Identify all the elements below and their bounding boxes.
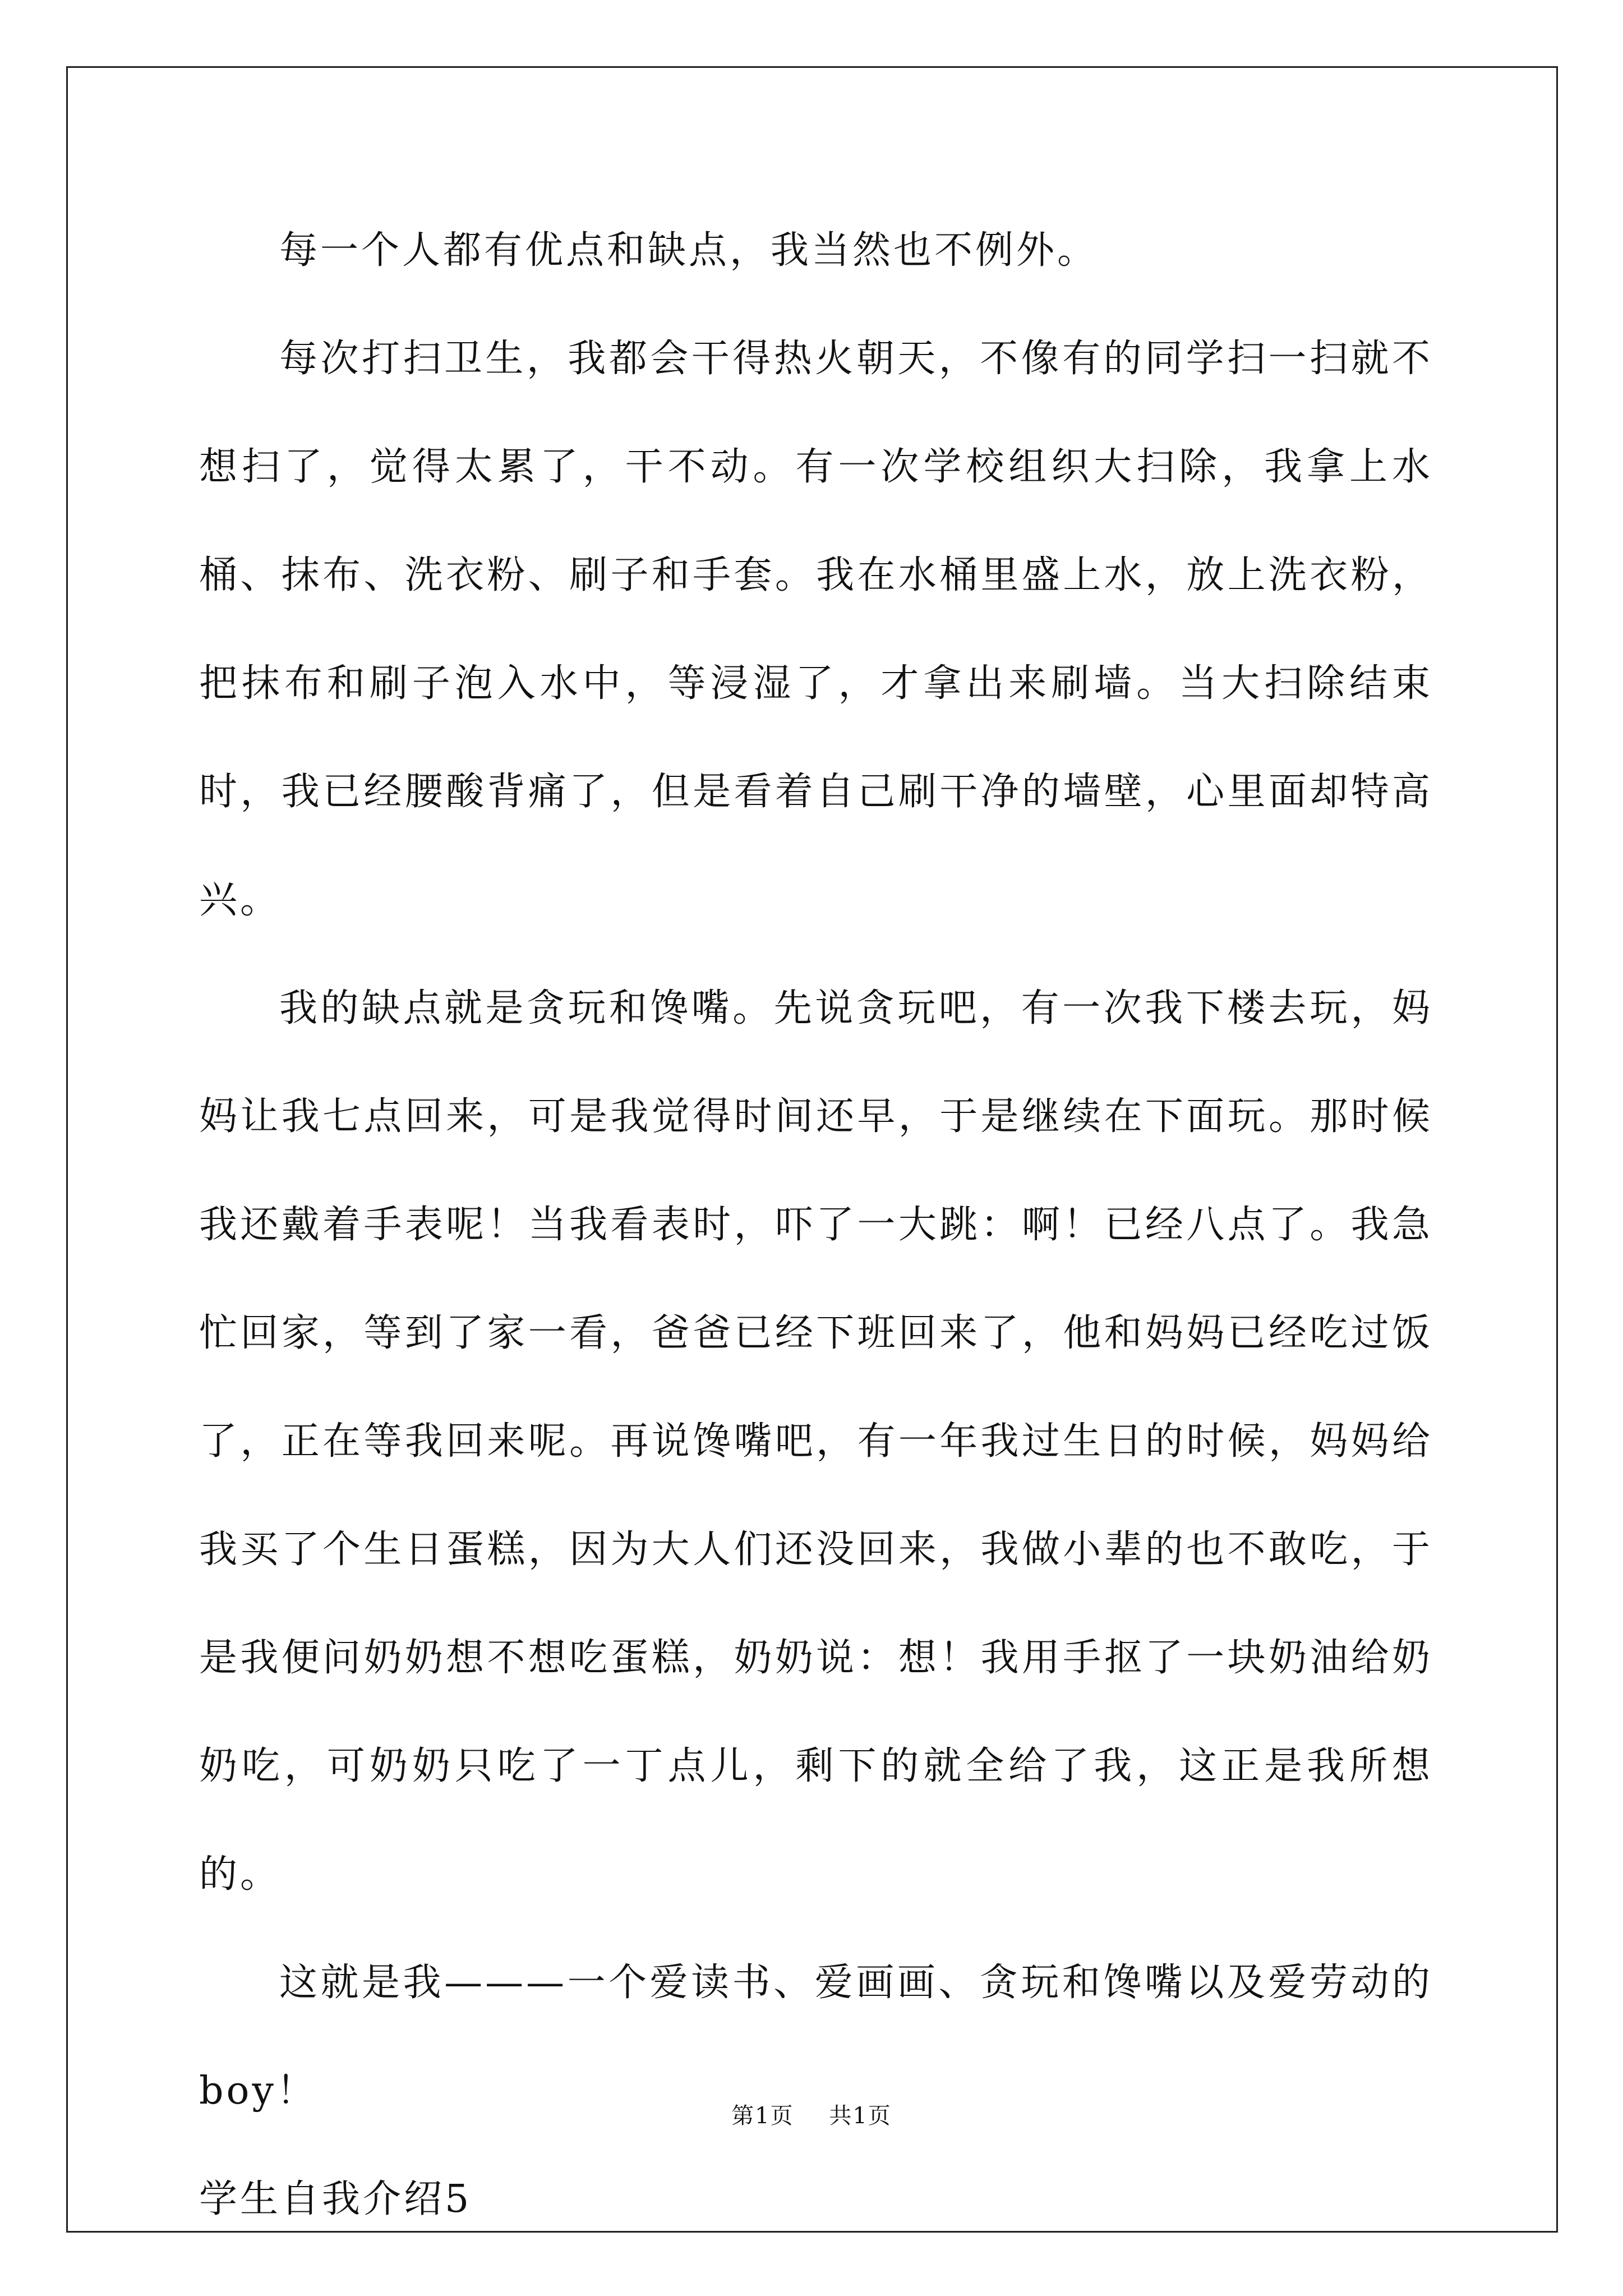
- page-number-current: 第1页: [731, 2103, 794, 2129]
- document-body: [199, 196, 1433, 2253]
- paragraph-conclusion: 这就是我———一个爱读书、爱画画、贪玩和馋嘴以及爱劳动的boy！: [199, 1961, 1433, 2113]
- paragraph-cleaning: 每次打扫卫生，我都会干得热火朝天，不像有的同学扫一扫就不想扫了，觉得太累了，干不动。有一次学校组织大扫除，我拿上水桶、抹布、洗衣粉、刷子和手套。我在水桶里盛上水，放上洗衣粉，把抹布和刷子泡入水中，等浸湿了，才拿出来刷墙。当大扫除结束时，我已经腰酸背痛了，但是看着自己刷干净的墙壁，心里面却特高兴。: [199, 337, 1433, 922]
- paragraph-shortcomings: 我的缺点就是贪玩和馋嘴。先说贪玩吧，有一次我下楼去玩，妈妈让我七点回来，可是我觉得时间还早，于是继续在下面玩。那时候我还戴着手表呢！当我看表时，吓了一大跳：啊！已经八点了。我急忙回家，等到了家一看，爸爸已经下班回来了，他和妈妈已经吃过饭了，正在等我回来呢。再说馋嘴吧，有一年我过生日的时候，妈妈给我买了个生日蛋糕，因为大人们还没回来，我做小辈的也不敢吃，于是我便问奶奶想不想吃蛋糕，奶奶说：想！我用手抠了一块奶油给奶奶吃，可奶奶只吃了一丁点儿，剩下的就全给了我，这正是我所想的。: [199, 986, 1433, 1897]
- page-footer: [0, 2098, 1623, 2130]
- page-number-total: 共1页: [829, 2103, 892, 2129]
- section-heading: 学生自我介绍5: [199, 2177, 472, 2221]
- paragraph-intro: 每一个人都有优点和缺点，我当然也不例外。: [279, 228, 1099, 273]
